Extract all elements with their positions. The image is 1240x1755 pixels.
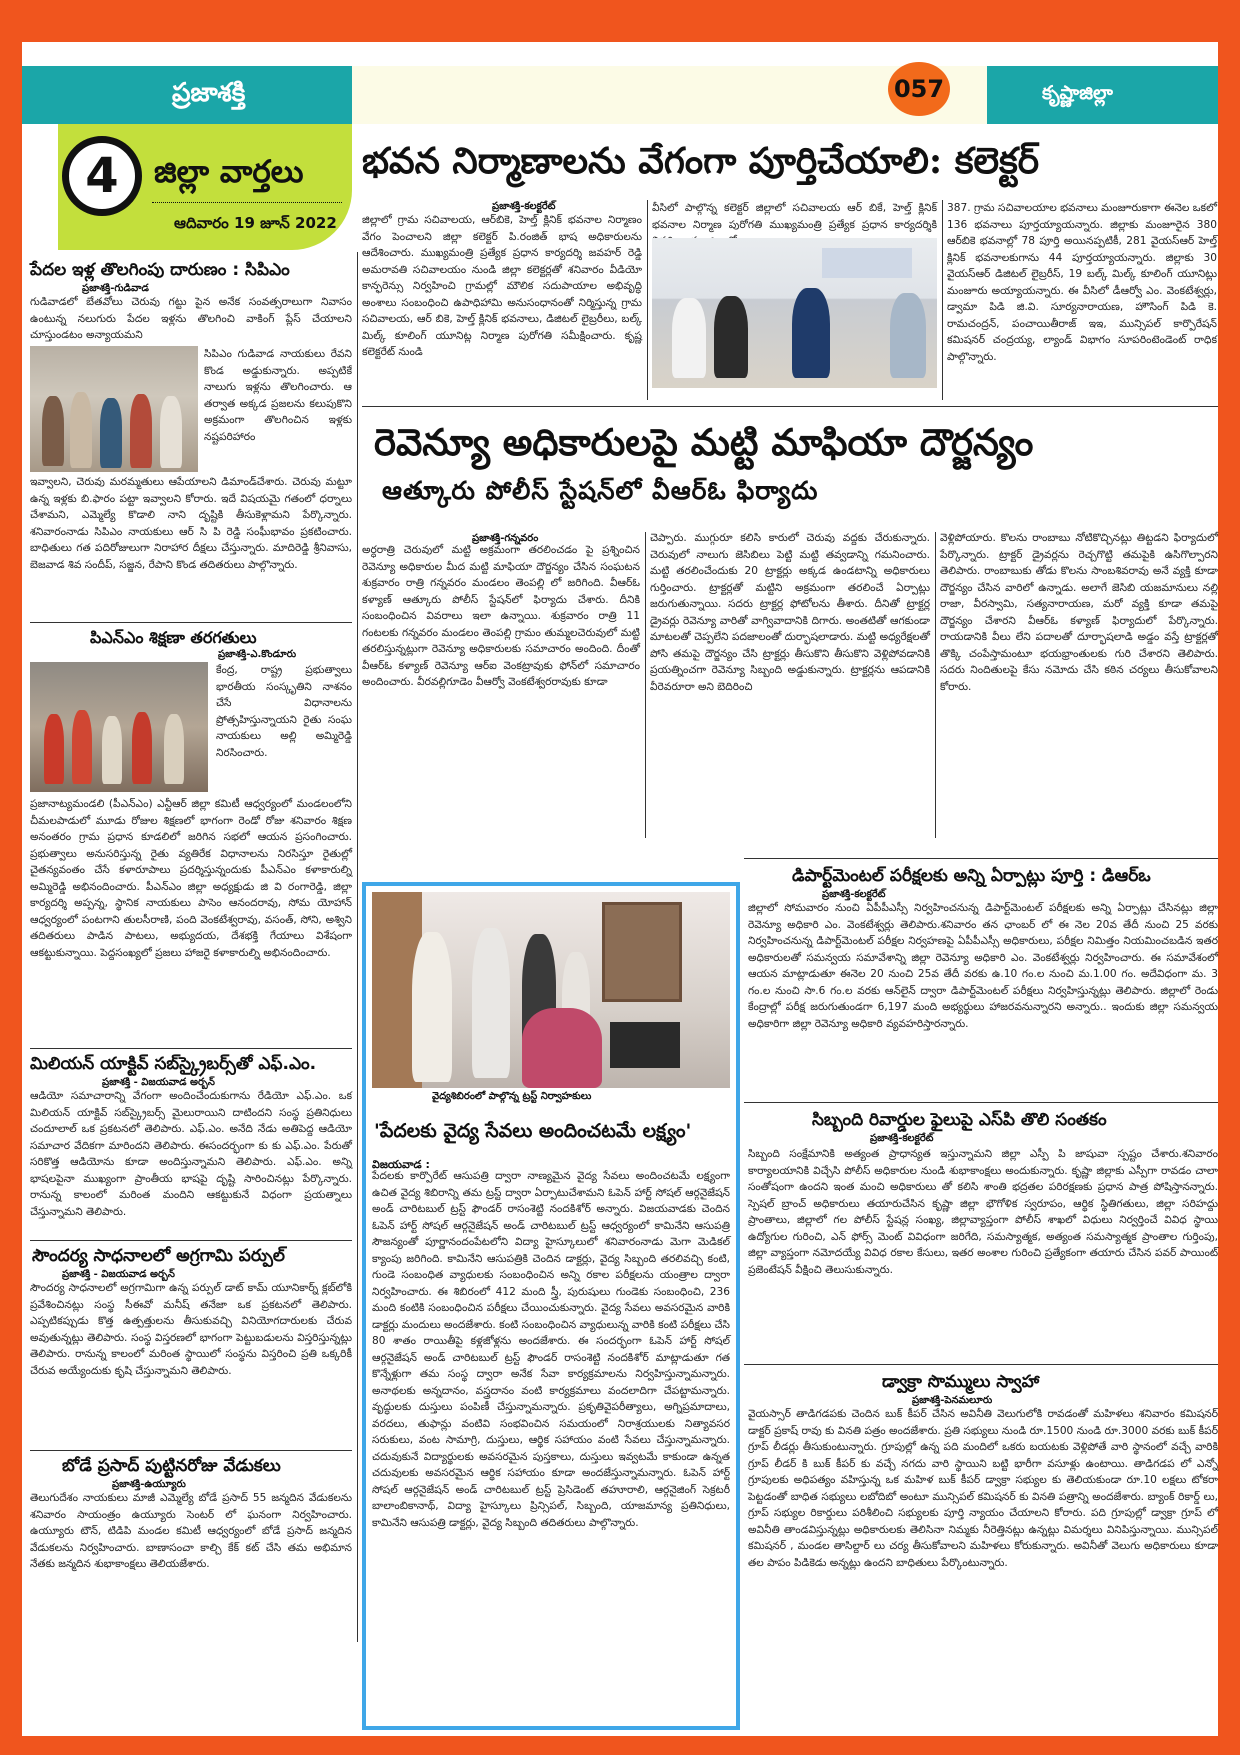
article-dwcra-body: వైయస్సార్ తాడిగడపకు చెందిన బుక్ కీపర్ చేసిన అవినీతి వెలుగులోకి రావడంతో మహిళలు శనివారం కమిషనర్ డాక్టర్ ప్రకాష్ రావు కు వినతి పత్రం అందజేశారు. ప్రతి సభ్యులు నుండి రూ.1500 నుండి రూ.3000 వరకు బుక్ కీపర్ గ్రూప్ లీడర్లు తీసుకుంటున్నారు. గ్రూపుల్లో ఉన్న పది మందిలో ఒకరు బయటకు వెళ్లిపోతే వారి స్థానంలో వచ్చే వారికి గ్రూప్ లీడర్ కి బుక్ కీపర్ కు వచ్చే నగదు వారి స్థాయిని బట్టి భారీగా వసూళ్లు ఉంటాయి. తాడిగడప లో ఎన్నో గ్రూపులకు అధిపత్యం వహిస్తున్న ఒక మహిళ బుక్ కీపర్ డ్వాక్రా సభ్యుల కు తెలియకుండా రూ.10 లక్షలు టోకరా పెట్టడంతో బాధిత సభ్యులు లబోదిబో అంటూ మున్సిపల్ కమిషనర్ కు వినతి పత్రాన్ని అందజేశారు. బ్యాంక్ రికార్డ్ లు, గ్రూప్ సభ్యుల రికార్డులు పరిశీలించి సభ్యులకు పూర్తి న్యాయం చేయాలని కోరారు. పది గ్రూపుల్లో డ్వాక్రా గ్రూప్ లో అవినీతి తాండవిస్తున్నట్లు అధికారులకు తెలిసినా నిమ్మకు నీరెత్తినట్లు ఉన్నట్లు విమర్శలు వినిపిస్తున్నాయి. మున్సిపల్ కమిషనర్ , మండల తాసిల్దార్ లు చర్య తీసుకోవాలని మహిళలు కోరుకున్నారు. అవినీతో వెలుగు అధికారులు కూడా తల పాపం పిడికెడు అన్నట్లు ఉందని బాధితులు పేర్కొంటున్నారు. — [748, 1408, 1218, 1569]
byline-radio: ప్రజాశక్తి - విజయవాడ అర్బన్ — [102, 1077, 215, 1088]
article-houses-side: సిపిఎం గుడివాడ నాయకులు రేవని కొండ అడ్డుకున్నారు. అప్పటికే నాలుగు ఇళ్లను తొలగించారు. ఆ తర్వాత అక్కడ ప్రజలను కలుపుకొని అక్రమంగా తొలగించిన ఇళ్లకు నష్టపరిహారం — [204, 348, 352, 443]
article-mafia-col3: వెళ్లిపోయారు. కొలను రాంబాబు నోటికొచ్చినట్లు తిట్టడని ఫిర్యాదులో పేర్కొన్నారు. ట్రాక్టర్ డ్రైవర్లను రెచ్చగొట్టి తమపైకి ఉసిగొల్పారని తెలిపారు. రాంబాబుకు తోడు కొలను సాంబశివరావు అనే వ్యక్తి కూడా దౌర్జన్యం చేసిన వారిలో ఉన్నాడు. అలాగే జెసిబి యజమానులు నల్లి రాజా, వీరస్వామి, సత్యనారాయణ, మరో వ్యక్తి కూడా తమపై దౌర్జన్యం చేశారని వీఆర్‌ఓ కళ్యాణ్ ఫిర్యాదులో పేర్కొన్నారు. రాయడానికి వీలు లేని పదాలతో దూర్భాషలాడి అడ్డం వస్తే ట్రాక్టర్లతో తొక్కి చంపేస్తామంటూ భయభ్రాంతులకు గురి చేశారని తెలిపారు. సదరు నిందితులపై కేసు నమోదు చేసి కఠిన చర్యలు తీసుకోవాలని కోరారు. — [940, 532, 1218, 693]
headline-mafia: రెవెన్యూ అధికారులపై మట్టి మాఫియా దౌర్జన్యం — [374, 420, 1034, 464]
headline-dwcra: డ్వాక్రా సొమ్ములు స్వాహా — [882, 1372, 1040, 1392]
article-divider — [744, 1364, 1218, 1365]
brand-name: ప్రజాశక్తి — [172, 78, 246, 108]
article-houses-lead: గుడివాడలో బేతవోలు చెరువు గట్టు పైన అనేక సంవత్సరాలుగా నివాసం ఉంటున్న నలుగురు పేదల ఇళ్లను తొలగించి వాకింగ్ ప్లేస్ చేయాలని చూస్తుండటం అన్యాయమని — [30, 296, 352, 341]
photo-pnm-training — [30, 662, 208, 792]
headline-collector: భవన నిర్మాణాలను వేగంగా పూర్తిచేయాలి: కలెక్టర్ — [362, 140, 1040, 182]
headline-sp: సిబ్బంది రివార్డుల ఫైలుపై ఎస్‌పి తొలి సంతకం — [812, 1110, 1107, 1130]
byline-purple: ప్రజాశక్తి - విజయవాడ అర్బన్ — [62, 1269, 175, 1280]
headline-pnm: పిఎన్ఎం శిక్షణా తరగతులు — [90, 628, 257, 647]
article-exams-body: జిల్లాలో సోమవారం నుంచి ఏపీపీఎస్సీ నిర్వహించనున్న డిపార్ట్‌మెంటల్ పరీక్షలకు అన్ని ఏర్పాట్లు చేసినట్లు జిల్లా రెవెన్యూ అధికారి ఎం. వెంకటేశ్వర్లు తెలిపారు.శనివారం తన ఛాంబర్ లో ఈ నెల 20వ తేదీ నుంచి 25 వరకు నిర్వహించనున్న డిపార్ట్‌మెంటల్ పరీక్షల నిర్వహణపై ఏపీపీఎస్సీ అధికారులు, పరీక్షల నిమిత్తం నియమించబడిన ఇతర అధికారులతో సమన్వయ సమావేశాన్ని జిల్లా రెవెన్యూ అధికారి ఎం. వెంకటేశ్వర్లు నిర్వహించారు. ఈ సమావేశంలో ఆయన మాట్లాడుతూ ఈనెల 20 నుంచి 25వ తేదీ వరకు ఉ.10 గం.ల నుంచి మ.1.00 గం. అదేవిధంగా మ. 3 గం.ల నుంచి సా.6 గం.ల వరకు ఆన్‌లైన్ ద్వారా డిపార్ట్‌మెంటల్ పరీక్షలు నిర్వహిస్తున్నట్లు తెలిపారు. జిల్లాలో రెండు కేంద్రాల్లో పరీక్ష జరుగుతుండగా 6,197 మంది అభ్యర్థులు హాజరవనున్నారని అన్నారు.. ఇందుకు జిల్లా సమన్వయ అధికారిగా జిల్లా రెవెన్యూ అధికారి వ్యవహరిస్తారన్నారు. — [748, 902, 1218, 1030]
photo-video-conference — [652, 238, 937, 388]
byline-mafia: ప్రజాశక్తి-గన్నవరం — [472, 533, 539, 544]
article-divider — [362, 406, 1218, 407]
column-rule — [942, 200, 943, 400]
headline-radio: మిలియన్ యాక్టివ్ సబ్‌స్క్రైబర్స్‌తో ఎఫ్.ఎం. — [30, 1054, 317, 1074]
masthead — [22, 66, 1218, 124]
subheadline-mafia: ఆత్కూరు పోలీస్ స్టేషన్‌లో వీఆర్‌ఓ ఫిర్యాదు — [382, 476, 819, 505]
article-sp-body: సిబ్బంది సంక్షేమానికి అత్యంత ప్రాధాన్యత ఇస్తున్నామని జిల్లా ఎస్పీ పి జాషువా స్పష్టం చేశారు.శనివారం కార్యాలయానికి విచ్చేసి పోలీస్ అధికారుల నుండి శుభాకాంక్షలు అందుకున్నారు. కృష్ణా జిల్లాకు ఎస్పీగా రావడం చాలా సంతోషంగా ఉందని ఇంత మంచి అధికారులు తో కలిసి శాంతి భద్రతల పరిరక్షణకు ప్రధాన పాత్ర పోషిస్తానన్నారు. స్పెషల్ బ్రాంచ్ అధికారులు తయారుచేసిన కృష్ణా జిల్లా భౌగోళిక స్వరూపం, ఆర్థిక స్థితిగతులు, జిల్లా సరిహద్దు ప్రాంతాలు, జిల్లాలో గల పోలీస్ స్టేషన్ల సంఖ్య, జిల్లావ్యాప్తంగా పోలీస్ శాఖలో విధులు నిర్వర్తించే వివిధ స్థాయి ఉద్యోగుల గురించి, ఎన్ ఫోర్స్ మెంట్ వివిధంగా జరిగేది, సమస్యాత్మక, అత్యంత సమస్యాత్మక ప్రాంతాల గుర్తింపు, జిల్లా వ్యాప్తంగా నమోదయ్యే వివిధ రకాల కేసులు, ఇతర అంశాల గురించి ప్రత్యేకంగా తయారు చేసిన పవర్ పాయింట్ ప్రజెంటేషన్ వీక్షించి తెలుసుకున్నారు. — [748, 1148, 1218, 1276]
byline-dwcra: ప్రజాశక్తి-పెనమలూరు — [912, 1395, 993, 1406]
article-radio-body: ఆడియో సమాచారాన్ని వేగంగా అందించేందుకుగాను రేడియో ఎఫ్.ఎం. ఒక మిలియన్ యాక్టివ్ సబ్‌స్క్రైబర్స్ మైలురాయిని దాటిందని సంస్థ ప్రతినిధులు చందూలాల్ ఒక ప్రకటనలో తెలిపారు. ఎఫ్.ఎం. అనేది నేడు అతిపెద్ద ఆడియో సమాచార వేదికగా మారిందని తెలిపారు. ఈసందర్భంగా కు కు ఎఫ్.ఎం. పేరుతో సరికొత్త ఆడియోను కూడా అందిస్తున్నామని తెలిపారు. ఎఫ్.ఎం. అన్ని భాషలపైనా ముఖ్యంగా ప్రాంతీయ భాషపై దృష్టి సారించినట్లు పేర్కొన్నారు. రానున్న కాలంలో మరింత మందిని ఆకట్టుకునే విధంగా ప్రయత్నాలు చేస్తున్నామని తెలిపారు. — [30, 1090, 352, 1218]
byline-houses: ప్రజాశక్తి-గుడివాడ — [82, 283, 149, 294]
photo-houses-protest — [30, 346, 198, 472]
byline-pnm: ప్రజాశక్తి-ఎ.కొండూరు — [218, 649, 297, 660]
article-pnm-side: కేంద్ర, రాష్ట్ర ప్రభుత్వాలు భారతీయ సంస్కృతిని నాశనం చేసే విధానాలను ప్రోత్సహిస్తున్నాయని రైతు సంఘ నాయకులు అల్లి అమ్మిరెడ్డి నిరసించారు. — [216, 664, 352, 759]
article-collector-col3: 387. గ్రామ సచివాలయాల భవనాలు మంజూరుకాగా ఈనెల ఒకలో 136 భవనాలు పూర్తయ్యాయన్నారు. జిల్లాకు మంజూరైన 380 ఆర్‌బికె భవనాల్లో 78 పూర్తి అయినప్పటికీ, 281 వైయస్ఆర్ హెల్త్ క్లినిక్ భవనాలకుగాను 44 పూర్తయ్యాయన్నారు. జిల్లాకు 30 వైయస్ఆర్ డిజిటల్ లైబ్రరీస్, 19 బల్క్ మిల్క్ కూలింగ్ యూనిట్లు మంజూరు అయ్యాయన్నారు. ఈ వీసిలో డీఆర్వో ఎం. వెంకటేశ్వర్లు, డ్వామా పిడి జి.వి. సూర్యనారాయణ, హౌసింగ్ పిడి కె. రామచంద్రన్, పంచాయితీరాజ్ ఇఇ, మున్సిపల్ కార్పొరేషన్ కమిషనర్ చంద్రయ్య, ల్యాండ్ విభాగం సూపరింటెండెంట్ రాధిక పాల్గొన్నారు. — [947, 202, 1217, 363]
article-mafia-col1: అర్ధరాత్రి చెరువులో మట్టి అక్రమంగా తరలించడం పై ప్రశ్నించిన రెవెన్యూ అధికారుల మీద మట్టి మాఫియా దౌర్జన్యం చేసిన సంఘటన శుక్రవారం రాత్రి గన్నవరం మండలం తెంపల్లి లో జరిగింది. వీఆర్‌ఓ కళ్యాణ్ ఆత్కూరు పోలీస్ స్టేషన్‌లో ఫిర్యాదు చేశారు. దీనికి సంబంధించిన వివరాలు ఇలా ఉన్నాయి. శుక్రవారం రాత్రి 11 గంటలకు గన్నవరం మండలం తెంపల్లి గ్రామం తుమ్మలచెరువులో మట్టి తరలిస్తున్నట్లుగా రెవెన్యూ అధికారులకు సమాచారం అందింది. దీంతో వీఆర్‌ఓ కళ్యాణ్ రెవెన్యూ ఆర్‌ఐ వెంకట్రావుకు ఫోన్‌లో సమాచారం అందించారు. వీరవల్లిగూడెం వీఆర్వో వెంకటేశ్వరరావుకు కూడా — [362, 544, 640, 688]
district-name: కృష్ణాజిల్లా — [1042, 82, 1113, 104]
article-divider — [30, 1240, 352, 1241]
headline-bode: బోడే ప్రసాద్ పుట్టినరోజు వేడుకలు — [62, 1456, 281, 1476]
column-rule — [645, 532, 646, 838]
article-collector-col2a: వీసిలో పాల్గొన్న కలెక్టర్ జిల్లాలో సచివాలయ ఆర్ బికే, హెల్త్ క్లినిక్ భవనాల నిర్మాణ పురోగతి ముఖ్యమంత్రి ప్రత్యేక ప్రధాన కార్యదర్శికి — [652, 202, 937, 231]
caption-medical-camp: వైద్యశిబిరంలో పాల్గొన్న ట్రస్ట్ నిర్వాహకులు — [432, 1091, 592, 1102]
article-medical-body: పేదలకు కార్పొరేట్ ఆసుపత్రి ద్వారా నాణ్యమైన వైద్య సేవలు అందించటమే లక్ష్యంగా ఉచిత వైద్య శిబిరాన్ని తమ ట్రస్ట్ ద్వారా ఏర్పాటుచేశామని ఓపెన్ హార్ట్ సోషల్ ఆర్గనైజేషన్ అండ్ చారిటబుల్ ట్రస్ట్ ఫౌండర్ రాసంశెట్టి నందకిశోర్ అన్నారు. విజయవాడకు చెందిన ఓపెన్ హార్ట్ సోషల్ ఆర్గనైజేషన్ అండ్ చారిటబుల్ ట్రస్ట్ ఆధ్వర్యంలో కామినేని ఆసుపత్రి సౌజన్యంతో పూర్ణానందంపేటలోని విద్యా హైస్కూలులో శనివారంనాడు మెగా మెడికల్ క్యాంపు జరిగింది. కామినేని ఆసుపత్రికి చెందిన డాక్టర్లు, వైద్య సిబ్బంది తరలివచ్చి కంటి, గుండె సంబంధిత వ్యాధులకు సంబంధించిన అన్ని రకాల పరీక్షలను యంత్రాల ద్వారా నిర్వహించారు. ఈ శిబిరంలో 412 మంది స్త్రీ, పురుషులు గుండెకు సంబంధించి, 236 మంది కంటికి సంబంధించిన పరీక్షలు చేయించుకున్నారు. వైద్య సేవలు అవసరమైన వారికి డాక్టర్లు మందులు అందజేశారు. కంటి సంబంధించిన వ్యాధులున్న వారికి కంటి పరీక్షలు చేసి 80 శాతం రాయితీపై కళ్లజోళ్లను అందజేశారు. ఈ సందర్భంగా ఓపెన్ హార్ట్ సోషల్ ఆర్గనైజేషన్ అండ్ చారిటబుల్ ట్రస్ట్ ఫౌండర్ రాసంశెట్టి నందకిశోర్ మాట్లాడుతూ గత కొన్నేళ్లుగా తమ సంస్థ ద్వారా అనేక సేవా కార్యక్రమాలను నిర్వహిస్తున్నామన్నారు. అనాథలకు అన్నదానం, వస్త్రదానం వంటి కార్యక్రమాలు వందలాదిగా చేపట్టామన్నారు. వృద్ధులకు దుస్తులు పంపిణీ చేస్తున్నామన్నారు. ప్రకృతివైపరీత్యాలు, అగ్నిప్రమాదాలు, వరదలు, తుఫాన్లు వంటివి సంభవించిన సమయంలో నిరాశ్రయులకు నిత్యావసర సరుకులు, వంట సామాగ్రి, దుస్తులు, ఆర్థిక సహాయం వంటి సేవలు చేస్తున్నామన్నారు. చదువుకునే విద్యార్థులకు అవసరమైన పుస్తకాలు, దుస్తులు ఇవ్వటమే కాకుండా ఉన్నత చదువులకు అవసరమైన ఆర్థిక సహాయం కూడా అందజేస్తున్నామన్నారు. ఓపెన్ హార్ట్ సోషల్ ఆర్గనైజేషన్ అండ్ చారిటబుల్ ట్రస్ట్ ప్రెసిడెంట్ తహూరాలి, ఆర్గనైజింగ్ సెక్రటరీ బాలాంబికానాథ్, విద్యా హైస్కూలు ప్రిన్సిపల్, సిబ్బంది, యాజమాన్య ప్రతినిధులు, కామినేని ఆసుపత్రి డాక్టర్లు, వైద్య సిబ్బంది తదితరులు పాల్గొన్నారు. — [372, 1170, 730, 1529]
newspaper-page — [22, 42, 1218, 1736]
article-divider — [744, 1102, 1218, 1103]
column-rule — [935, 532, 936, 838]
article-collector-col1: జిల్లాలో గ్రామ సచివాలయ, ఆర్‌బికె, హెల్త్ క్లినిక్ భవనాల నిర్మాణం వేగం పెంచాలని జిల్లా కలెక్టర్ పి.రంజిత్ భాష అధికారులను ఆదేశించారు. ముఖ్యమంత్రి ప్రత్యేక ప్రధాన కార్యదర్శి జవహర్ రెడ్డి అమరావతి సచివాలయం నుండి జిల్లా కలెక్టర్లతో శనివారం వీడియో కాన్ఫరెన్సు నిర్వహించి గ్రామల్లో మౌలిక సదుపాయాల అభివృద్ధి అంశాలు సంబంధించి ఉపాధిహామి అనుసంధానంతో నిర్మిస్తున్న గ్రామ సచివాలయ, ఆర్ బికె, హెల్త్ క్లినిక్ భవనాలు, డిజిటల్ లైబ్రరీలు, బల్క్ మిల్క్ కూలింగ్ యూనిట్ల నిర్మాణ పురోగతి సమీక్షించారు. కృష్ణ కలెక్టరేట్ నుండి — [362, 214, 642, 358]
byline-sp: ప్రజాశక్తి-కలక్టరేట్ — [870, 1133, 934, 1144]
article-divider — [30, 1048, 352, 1049]
byline-collector: ప్రజాశక్తి-కలక్టరేట్ — [492, 201, 556, 212]
article-pnm-rest: ప్రజానాట్యమండలి (పీఎన్ఎం) ఎన్టీఆర్ జిల్లా కమిటీ ఆధ్వర్యంలో మండలంలోని చీమలపాడులో మూడు రోజుల శిక్షణలో భాగంగా రెండో రోజు శనివారం శిక్షణ అనంతరం గ్రామ ప్రధాన కూడలిలో జరిగిన సభలో ఆయన ప్రసంగించారు. ప్రభుత్వాలు అనుసరిస్తున్న రైతు వ్యతిరేక విధానాలను నిరసిస్తూ రైతుల్లో చైతన్యవంతం చేసే కళారూపాలు ప్రదర్శిస్తున్నందుకు పీఎన్ఎం కళాకారుల్ని అమ్మిరెడ్డి అభినందించారు. పీఎన్ఎం జిల్లా అధ్యక్షుడు జి వి రంగారెడ్డి, జిల్లా కార్యదర్శి అప్పన్న, స్థానిక నాయకులు పాసెం ఆనందరావు, సోమ యోహాన్ ఆధ్వర్యంలో పంటగాని తులసీరాణి, పంది వెంకటేశ్వరావు, వసంత్, సోని, అశ్విని తదితరులు పాడిన పాటలు, అభ్యుదయ, దేశభక్తి గేయాలు విశేషంగా ఆకట్టుకున్నాయి. పెద్దసంఖ్యలో ప్రజలు హాజరై కళాకారుల్ని అభినందించారు. — [30, 798, 352, 959]
article-purple-body: సౌందర్య సాధనాలలో అగ్రగామిగా ఉన్న పర్పుల్ డాట్ కామ్ యూనికార్న్ క్లబ్‌లోకి ప్రవేశించినట్లు సంస్థ సీఈవో మనీష్ తనేజా ఒక ప్రకటనలో తెలిపారు. ఎప్పటికప్పుడు కొత్త ఉత్పత్తులను తీసుకువచ్చి వినియోగదారులకు చేరువ అవుతున్నట్లు తెలిపారు. సంస్థ విస్తరణలో భాగంగా పెట్టుబడులను విస్తరిస్తున్నట్లు తెలిపారు. రానున్న కాలంలో మరింత స్థాయిలో సంస్థను విస్తరించి ప్రతి ఒక్కరికీ చేరువ అయ్యేందుకు కృషి చేస్తున్నామని తెలిపారు. — [30, 1282, 352, 1377]
article-mafia-col2: చెప్పారు. ముగ్గురూ కలిసి కారులో చెరువు వద్దకు చేరుకున్నారు. చెరువులో నాలుగు జెసిబిలు పెట్టి మట్టి తవ్వడాన్ని గమనించారు. మట్టి తరలించేందుకు 20 ట్రాక్టర్లు అక్కడ ఉండటాన్ని అధికారులు గుర్తించారు. ట్రాక్టర్లతో మట్టిని అక్రమంగా తరలించే ఏర్పాట్లు జరుగుతున్నాయి. సదరు ట్రాక్టర్ల ఫోటోలను తీశారు. దీనితో ట్రాక్టర్ల డ్రైవర్లు రెవెన్యూ వారితో వాగ్వివాదానికి దిగారు. అంతటితో ఆగకుండా మాటలతో చెప్పలేని పదజాలంతో దుర్భాషలాడారు. మట్టి అధ్యరేక్షలతో పోసి తమపై దౌర్జన్యం చేసి ట్రాక్టర్లు తీసుకొని తీసుకొని వెళ్లిపోవడానికి ప్రయత్నించగా రెవెన్యూ సిబ్బంది అడ్డుకున్నారు. ట్రాక్టర్లను ఆపడానికి వీరెవరూరా అని బెదిరించి — [650, 532, 930, 693]
headline-purple: సౌందర్య సాధనాలలో అగ్రగామి పర్పుల్ — [32, 1246, 285, 1266]
byline-medical: విజయవాడ : — [372, 1158, 430, 1171]
article-divider — [744, 858, 1218, 859]
byline-exams: ప్రజాశక్తి-కలక్టరేట్ — [822, 889, 886, 900]
article-divider — [30, 622, 352, 623]
column-rule — [647, 200, 648, 400]
article-divider — [30, 1450, 352, 1451]
section-number: 4 — [62, 136, 142, 216]
headline-houses: పేదల ఇళ్ల తొలగింపు దారుణం : సిపిఎం — [30, 260, 290, 280]
article-houses-rest: ఇవ్వాలని, చెరువు మరమ్మతులు ఆపేయాలని డిమాండ్‌చేశారు. చెరువు మట్టూ ఉన్న ఇళ్లకు బి.ఫారం పట్టా ఇవ్వాలని కోరారు. ఇదే విషయమై గతంలో ధర్నాలు చేశామని, ఎమ్మెల్యే కొడాలి నాని దృష్టికి తీసుకెళ్లామని పేర్కొన్నారు. శనివారంనాడు సిపిఎం నాయకులు ఆర్ సి పి రెడ్డి సంఘీభావం ప్రకటించారు. బాధితులు గత పదిరోజులుగా నిరాహార దీక్షలు చేస్తున్నారు. మాదిరెడ్డి శ్రీనివాసు, బెజవాడ శివ సందీప్, సజ్జన, రేపాని కొండ తదితరులు పాల్గొన్నారు. — [30, 476, 352, 571]
headline-exams: డిపార్ట్‌మెంటల్ పరీక్షలకు అన్ని ఏర్పాట్లు పూర్తి : డిఆర్‌ఒ — [792, 866, 1151, 886]
article-bode-body: తెలుగుదేశం నాయకులు మాజీ ఎమ్మెల్యే బోడే ప్రసాద్ 55 జన్మదిన వేడుకలను శనివారం సాయంత్రం ఉయ్యూరు సెంటర్ లో ఘనంగా నిర్వహించారు. ఉయ్యూరు టౌన్, టిడిపి మండల కమిటీ ఆధ్వర్యంలో బోడే ప్రసాద్ జన్మదిన వేడుకలను నిర్వహించారు. బాణాసంచా కాల్చి కేక్ కట్ చేసి తమ అభిమాన నేతకు జన్మదిన శుభాకాంక్షలు తెలియజేశారు. — [30, 1492, 352, 1570]
column-rule — [357, 252, 358, 1642]
photo-medical-camp — [372, 892, 730, 1088]
edition-date: ఆదివారం 19 జూన్ 2022 — [174, 214, 337, 232]
byline-bode: ప్రజాశక్తి-ఉయ్యూరు — [112, 1479, 186, 1490]
section-rule — [152, 202, 342, 203]
section-title: జిల్లా వార్తలు — [154, 154, 304, 190]
page-number: 057 — [888, 62, 950, 116]
headline-medical: 'పేదలకు వైద్య సేవలు అందించటమే లక్ష్యం' — [374, 1120, 692, 1142]
